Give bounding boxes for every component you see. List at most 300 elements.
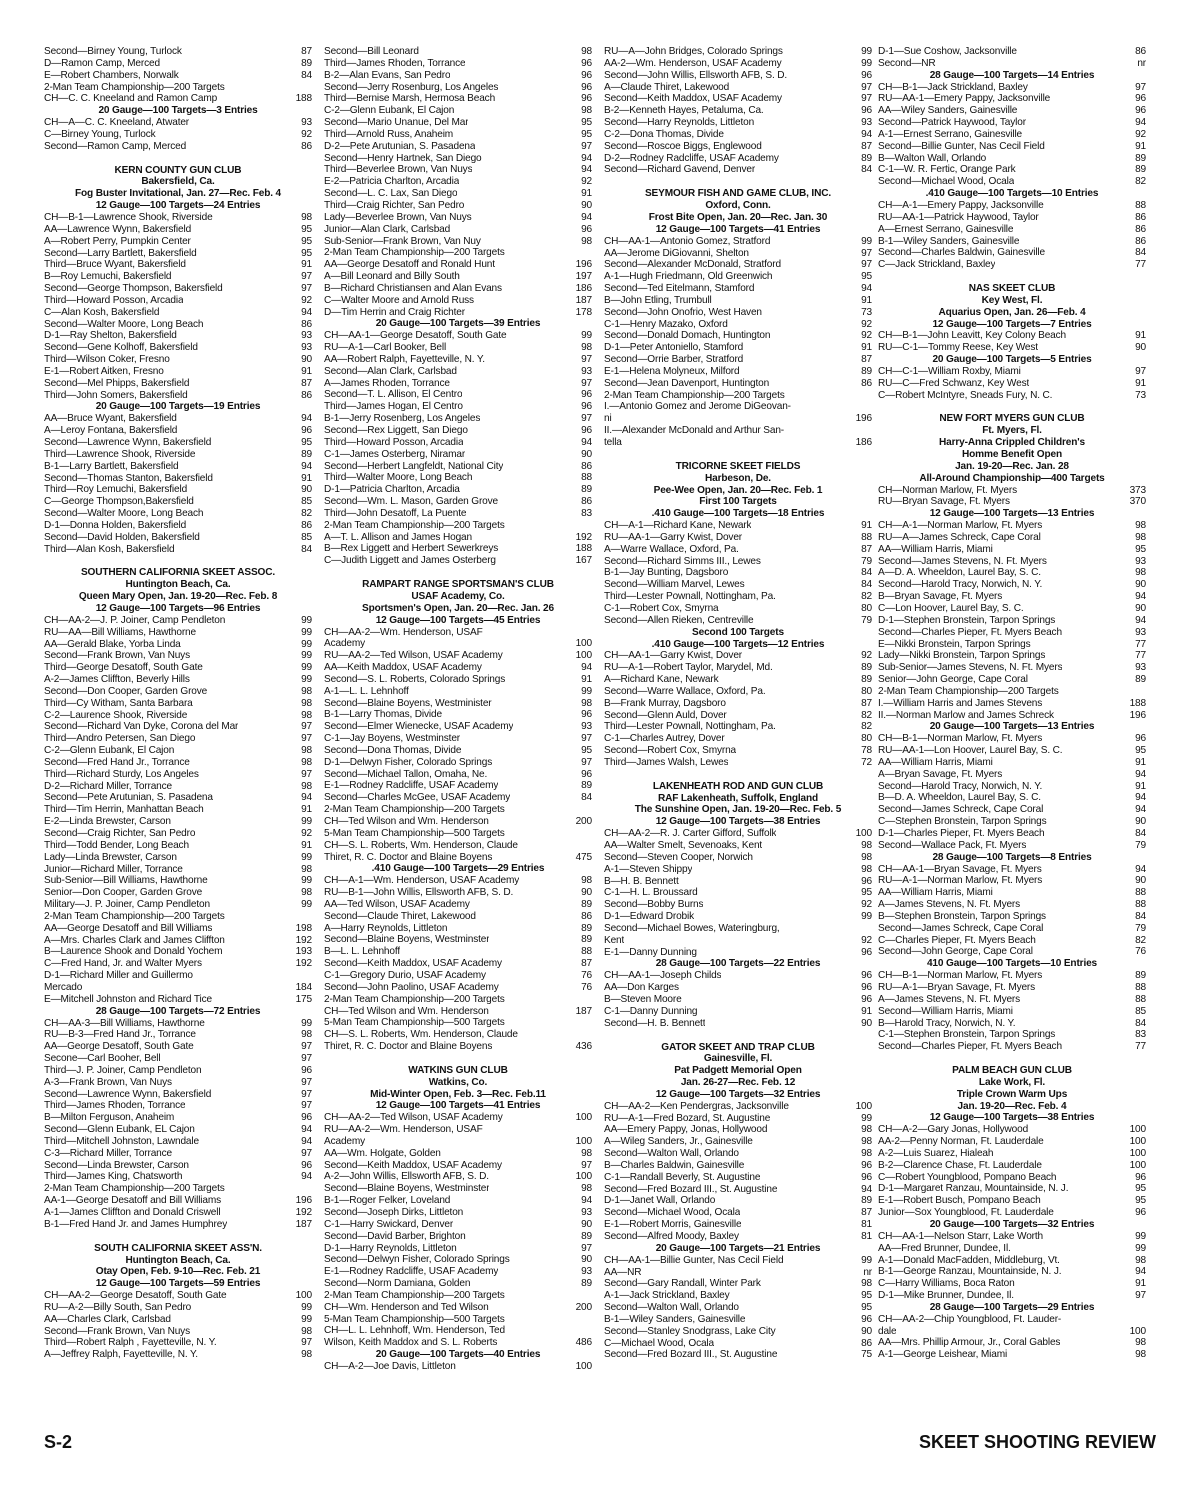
result-line	[324, 804, 592, 816]
result-score: 82	[301, 508, 312, 520]
result-score: 73	[1135, 389, 1146, 401]
section-heading: 20 Gauge—100 Targets—13 Entries	[929, 721, 1095, 733]
result-line	[878, 923, 1146, 935]
result-text: Third—Cy Witham, Santa Barbara	[44, 697, 193, 709]
result-line	[324, 1124, 592, 1136]
result-score: 93	[1135, 626, 1146, 638]
result-score: 95	[861, 1290, 872, 1302]
result-score: 100	[1129, 1147, 1146, 1159]
result-score: 99	[581, 330, 592, 342]
result-text: B-2—Clarence Chase, Ft. Lauderdale	[878, 1159, 1042, 1171]
result-line	[604, 93, 872, 105]
result-line	[324, 627, 592, 639]
result-text: C—Walter Moore and Arnold Russ	[324, 294, 474, 306]
result-score: 95	[861, 271, 872, 283]
result-line	[324, 887, 592, 899]
result-line	[44, 958, 312, 970]
result-line	[604, 117, 872, 129]
result-line	[878, 129, 1146, 141]
result-line	[324, 46, 592, 58]
result-line	[604, 1326, 872, 1338]
result-line	[324, 413, 592, 425]
result-line	[878, 710, 1146, 722]
result-score: 100	[575, 638, 592, 650]
result-line	[324, 271, 592, 283]
result-score: 86	[581, 496, 592, 508]
result-text: A-2—Luis Suarez, Hialeah	[878, 1147, 994, 1159]
result-text: E-1—Robert Morris, Gainesville	[604, 1219, 742, 1231]
result-line	[604, 852, 872, 864]
result-score: 94	[301, 460, 312, 472]
result-text: 2-Man Team Championship—200 Targets	[324, 1289, 505, 1301]
result-line	[44, 342, 312, 354]
result-line	[604, 544, 872, 556]
result-text: Second—Linda Brewster, Carson	[44, 1159, 189, 1171]
result-line	[878, 1195, 1146, 1207]
result-text: Second—L. C. Lax, San Diego	[324, 188, 458, 200]
result-text: CH—Ted Wilson and Wm. Henderson	[324, 816, 489, 827]
section-heading: Oxford, Conn.	[705, 200, 771, 212]
result-line	[878, 544, 1146, 556]
result-line	[604, 911, 872, 923]
result-line	[878, 970, 1146, 982]
result-score: 96	[1135, 733, 1146, 745]
result-line	[44, 544, 312, 556]
section-heading: The Sunshine Open, Jan. 19-20—Rec. Feb. 5	[634, 804, 842, 816]
result-text: Second—T. L. Allison, El Centro	[324, 389, 463, 401]
result-score: 96	[581, 389, 592, 401]
result-score: 192	[295, 958, 312, 970]
result-text: C-1—H. L. Broussard	[604, 887, 698, 899]
result-score: 96	[581, 709, 592, 721]
result-text: Kent	[604, 934, 625, 946]
result-score: 90	[581, 1218, 592, 1230]
result-line	[324, 1314, 592, 1326]
result-text: Sub-Senior—James Stevens, N. Ft. Myers	[878, 662, 1063, 674]
result-text: B—Richard Christiansen and Alan Evans	[324, 282, 502, 294]
section-heading: .410 Gauge—100 Targets—29 Entries	[371, 863, 545, 875]
result-text: D-1—Harry Reynolds, Littleton	[324, 1242, 457, 1254]
result-line	[44, 437, 312, 449]
result-score: 87	[301, 46, 312, 57]
result-score: 100	[1129, 1325, 1146, 1337]
result-text: CH—AA-2—George Desatoff, South Gate	[44, 1290, 227, 1302]
section-heading: Triple Crown Warm Ups	[956, 1088, 1068, 1100]
result-line	[44, 82, 312, 94]
result-line	[324, 1006, 592, 1018]
result-line	[878, 650, 1146, 662]
result-line	[44, 1148, 312, 1160]
page-number: S-2	[44, 1432, 73, 1452]
result-text: Second—Steven Cooper, Norwich	[604, 851, 753, 863]
result-text: A—James Stevens, N. Ft. Myers	[878, 993, 1021, 1005]
result-text: C-1—James Osterberg, Niramar	[324, 448, 466, 460]
result-text: Third—Tim Herrin, Manhattan Beach	[44, 804, 204, 816]
result-text: CH—C-1—William Roxby, Miami	[878, 365, 1021, 377]
result-text: CH—AA-1—Joseph Childs	[604, 970, 722, 982]
result-text: Second—Joseph Dirks, Littleton	[324, 1207, 464, 1218]
result-line	[878, 1326, 1146, 1338]
result-line	[878, 247, 1146, 259]
result-line	[878, 378, 1146, 390]
result-score: 96	[1135, 1171, 1146, 1183]
result-score: 91	[1135, 1278, 1146, 1290]
result-line	[44, 1160, 312, 1172]
result-text: Second—Alan Clark, Carlsbad	[324, 365, 457, 377]
result-text: Third—Wilson Coker, Fresno	[44, 354, 170, 366]
result-score: 98	[1135, 1349, 1146, 1361]
result-text: AA—George Desatoff and Ronald Hunt	[324, 259, 495, 271]
section-heading: Second 100 Targets	[692, 626, 784, 638]
result-score: 85	[301, 496, 312, 508]
result-text: RU—C-1—Tommy Reese, Key West	[878, 342, 1038, 354]
result-text: Second—John Willis, Ellsworth AFB, S. D.	[604, 69, 788, 81]
result-text: A—Leroy Fontana, Bakersfield	[44, 425, 178, 437]
result-score: 99	[301, 1017, 312, 1029]
result-text: D—Ramon Camp, Merced	[44, 57, 160, 69]
result-line	[604, 840, 872, 852]
result-score: 82	[861, 591, 872, 603]
result-line	[604, 271, 872, 283]
result-line	[878, 259, 1146, 271]
result-line	[44, 994, 312, 1006]
result-score: 99	[301, 614, 312, 626]
result-score: 94	[1135, 768, 1146, 780]
result-score: 94	[581, 152, 592, 164]
result-score: 90	[581, 448, 592, 460]
result-text: RU—A-1—Norman Marlow, Ft. Myers	[878, 875, 1043, 887]
result-score: 98	[301, 1029, 312, 1041]
result-line	[324, 1183, 592, 1195]
result-line	[324, 141, 592, 153]
result-line	[604, 1302, 872, 1314]
section-heading: RAMPART RANGE SPORTSMAN'S CLUB	[362, 579, 554, 591]
result-line	[324, 828, 592, 840]
result-score: 96	[1135, 1207, 1146, 1219]
result-score: 83	[1135, 1029, 1146, 1041]
result-score: 89	[581, 1230, 592, 1242]
result-score: 373	[1129, 484, 1146, 496]
result-line	[324, 1325, 592, 1337]
result-text: B-1—Wiley Sanders, Gainesville	[604, 1313, 746, 1325]
result-text: B—H. B. Bennett	[604, 875, 679, 887]
result-text: 5-Man Team Championship—500 Targets	[324, 827, 505, 839]
publication-name: SKEET SHOOTING REVIEW	[918, 1432, 1156, 1452]
result-line	[878, 911, 1146, 923]
result-line	[604, 710, 872, 722]
section-heading: .410 Gauge—100 Targets—18 Entries	[651, 508, 825, 520]
result-text: B—John Etling, Trumbull	[604, 294, 712, 306]
result-score: 98	[861, 1124, 872, 1136]
result-text: Second—Harold Tracy, Norwich, N. Y.	[878, 780, 1043, 792]
result-line	[604, 876, 872, 888]
result-score: 99	[301, 674, 312, 686]
result-score: 167	[575, 555, 592, 567]
result-line	[324, 449, 592, 461]
result-score: 91	[861, 342, 872, 354]
result-text: B—Milton Ferguson, Anaheim	[44, 1112, 175, 1124]
result-text: CH—A-1—Richard Kane, Newark	[604, 520, 752, 532]
result-text: Second—Claude Thiret, Lakewood	[324, 910, 476, 922]
result-text: B—Laurence Shook and Donald Yochem	[44, 946, 223, 958]
section-heading: 28 Gauge—100 Targets—8 Entries	[932, 851, 1092, 863]
result-line	[878, 164, 1146, 176]
result-score: 94	[581, 211, 592, 223]
result-score: 93	[1135, 662, 1146, 674]
result-score: 80	[861, 602, 872, 614]
result-line	[44, 496, 312, 508]
result-line	[878, 212, 1146, 224]
result-score: 94	[581, 436, 592, 448]
section-heading: Harbeson, De.	[705, 472, 771, 484]
result-text: B—Steven Moore	[604, 993, 682, 1005]
result-text: RU—A—John Bridges, Colorado Springs	[604, 46, 783, 57]
result-score: 96	[861, 1171, 872, 1183]
result-score: 89	[861, 662, 872, 674]
result-text: C-1—Danny Dunning	[604, 1005, 698, 1017]
result-text: CH—AA-1—Bryan Savage, Ft. Myers	[878, 863, 1042, 875]
result-line	[878, 82, 1146, 94]
section-heading: Otay Open, Feb. 9-10—Rec. Feb. 21	[95, 1266, 261, 1278]
result-score: 94	[1135, 117, 1146, 129]
result-score: 196	[295, 1195, 312, 1207]
result-score: 84	[301, 543, 312, 555]
result-line	[604, 236, 872, 248]
result-line	[44, 1349, 312, 1361]
result-text: RU—AA-2—Ted Wilson, USAF Academy	[324, 650, 503, 662]
result-text: Second—Thomas Stanton, Bakersfield	[44, 472, 213, 484]
result-score: 99	[301, 650, 312, 662]
result-line	[44, 129, 312, 141]
result-text: A—Warre Wallace, Oxford, Pa.	[604, 543, 739, 555]
result-line	[324, 401, 592, 413]
result-score: 88	[581, 472, 592, 484]
result-text: C—Judith Liggett and James Osterberg	[324, 555, 496, 567]
result-line	[324, 1337, 592, 1349]
result-text: B-2—Alan Evans, San Pedro	[324, 69, 451, 81]
result-line	[604, 1184, 872, 1196]
section-heading: Pat Padgett Memorial Open	[674, 1065, 802, 1077]
result-score: 77	[1135, 650, 1146, 662]
result-score: 86	[1135, 235, 1146, 247]
result-text: Wilson, Keith Maddox and S. L. Roberts	[324, 1337, 498, 1349]
result-score: 99	[861, 235, 872, 247]
result-line	[44, 1089, 312, 1101]
result-line	[878, 1266, 1146, 1278]
section-heading: Sportsmen's Open, Jan. 20—Rec. Jan. 26	[362, 602, 554, 614]
result-line	[878, 58, 1146, 70]
result-text: Second—James Stevens, N. Ft. Myers	[878, 555, 1047, 567]
section-spacer	[44, 153, 312, 165]
section-spacer	[878, 401, 1146, 413]
result-score: 99	[861, 57, 872, 69]
result-text: D-1—Janet Wall, Orlando	[604, 1195, 716, 1207]
result-score: 98	[1135, 531, 1146, 543]
result-text: C-2—Glenn Eubank, El Cajon	[44, 745, 175, 757]
result-text: Second—John Onofrio, West Haven	[604, 306, 762, 318]
result-text: D-1—Margaret Ranzau, Mountainside, N. J.	[878, 1183, 1069, 1195]
result-line	[604, 58, 872, 70]
result-line	[878, 556, 1146, 568]
result-score: 77	[1135, 638, 1146, 650]
section-heading: 12 Gauge—100 Targets—32 Entries	[655, 1088, 821, 1100]
result-line	[604, 366, 872, 378]
result-text: Second—Harold Tracy, Norwich, N. Y.	[878, 579, 1043, 591]
result-text: D-1—Peter Antoniello, Stamford	[604, 342, 744, 354]
result-score: 97	[581, 1159, 592, 1171]
result-line	[324, 1160, 592, 1172]
result-score: 89	[581, 1278, 592, 1290]
result-text: B-2—Kenneth Hayes, Petaluma, Ca.	[604, 105, 764, 117]
result-line	[44, 828, 312, 840]
result-score: 86	[1135, 211, 1146, 223]
result-score: 97	[301, 1053, 312, 1065]
result-line	[44, 674, 312, 686]
section-spacer	[878, 1053, 1146, 1065]
result-text: A—Wileg Sanders, Jr., Gainesville	[604, 1136, 753, 1148]
result-line	[44, 70, 312, 82]
result-score: 88	[1135, 993, 1146, 1005]
result-text: E-1—Helena Molyneux, Milford	[604, 365, 740, 377]
result-score: 98	[301, 685, 312, 697]
result-text: Second—Frank Brown, Van Nuys	[44, 1325, 190, 1337]
result-line	[878, 93, 1146, 105]
result-text: B-1—Wiley Sanders, Gainesville	[878, 235, 1020, 247]
result-score: 93	[581, 1266, 592, 1278]
result-line	[324, 543, 592, 555]
result-text: Second—Alfred Moody, Baxley	[604, 1231, 739, 1242]
result-score: 89	[1135, 152, 1146, 164]
result-score: 99	[1135, 1242, 1146, 1254]
result-text: Second—Michael Wood, Ocala	[604, 1207, 741, 1219]
result-line	[324, 153, 592, 165]
result-line	[324, 982, 592, 994]
result-text: RU—A-1—Robert Taylor, Marydel, Md.	[604, 662, 773, 674]
result-text: D-1—Charles Pieper, Ft. Myers Beach	[878, 828, 1045, 839]
result-text: Second—Keith Maddox, USAF Academy	[324, 958, 502, 970]
result-line	[878, 141, 1146, 153]
result-score: 95	[1135, 1195, 1146, 1207]
result-score: 98	[861, 1136, 872, 1148]
result-text: Thiret, R. C. Doctor and Blaine Boyens	[324, 851, 493, 863]
result-line	[604, 425, 872, 437]
result-line	[324, 164, 592, 176]
results-column-2	[324, 46, 592, 1416]
result-line	[44, 449, 312, 461]
result-text: Second—Mario Unanue, Del Mar	[324, 117, 469, 129]
result-text: I.—William Harris and James Stevens	[878, 697, 1043, 709]
result-text: CH—AA-2—J. P. Joiner, Camp Pendleton	[44, 614, 226, 626]
section-heading: First 100 Targets	[699, 496, 777, 508]
result-line	[324, 330, 592, 342]
result-text: C—Charles Pieper, Ft. Myers Beach	[878, 934, 1036, 946]
result-line	[44, 710, 312, 722]
result-line	[878, 153, 1146, 165]
result-text: C-1—Henry Mazako, Oxford	[604, 318, 728, 330]
section-heading: PALM BEACH GUN CLUB	[952, 1065, 1072, 1077]
result-text: Second—Wallace Pack, Ft. Myers	[878, 839, 1027, 851]
result-text: CH—B-1—Norman Marlow, Ft. Myers	[878, 733, 1043, 745]
result-score: 95	[581, 744, 592, 756]
result-score: 98	[581, 875, 592, 887]
result-score: 486	[575, 1337, 592, 1349]
result-score: 89	[581, 934, 592, 946]
result-score: 85	[1135, 1005, 1146, 1017]
result-text: Third—Lester Pownall, Nottingham, Pa.	[604, 721, 776, 733]
section-spacer	[324, 567, 592, 579]
result-line	[878, 105, 1146, 117]
result-score: 94	[861, 1183, 872, 1195]
result-line	[44, 1041, 312, 1053]
result-score: 84	[1135, 828, 1146, 839]
result-score: 86	[301, 318, 312, 330]
result-text: A-2—John Willis, Ellsworth AFB, S. D.	[324, 1171, 489, 1183]
result-line	[324, 259, 592, 271]
result-score: 91	[1135, 756, 1146, 768]
result-text: D-1—Ray Shelton, Bakersfield	[44, 330, 177, 342]
result-score: 370	[1129, 496, 1146, 508]
result-text: B-1—Jerry Rosenberg, Los Angeles	[324, 413, 481, 425]
result-line	[878, 485, 1146, 497]
result-text: B—Bryan Savage, Ft. Myers	[878, 591, 1003, 603]
result-line	[44, 1018, 312, 1030]
result-line	[878, 804, 1146, 816]
result-text: Second—Bill Leonard	[324, 46, 419, 57]
result-text: E-2—Patricia Charlton, Arcadia	[324, 176, 460, 188]
result-score: 97	[581, 377, 592, 389]
result-text: C—Jack Strickland, Baxley	[878, 259, 996, 271]
result-line	[324, 82, 592, 94]
result-line	[44, 1100, 312, 1112]
result-line	[878, 662, 1146, 674]
result-text: AA—William Harris, Miami	[878, 543, 993, 555]
result-text: AA—Mrs. Phillip Armour, Jr., Coral Gables	[878, 1337, 1061, 1349]
result-score: 86	[861, 377, 872, 389]
result-score: 96	[301, 1064, 312, 1076]
result-score: 91	[1135, 780, 1146, 792]
result-text: CH—AA-1—Nelson Starr, Lake Worth	[878, 1230, 1043, 1242]
result-line	[604, 721, 872, 733]
section-heading: NAS SKEET CLUB	[968, 283, 1056, 295]
result-score: 95	[301, 223, 312, 235]
result-text: A-1—George Leishear, Miami	[878, 1349, 1008, 1361]
result-line	[878, 591, 1146, 603]
section-heading: GATOR SKEET AND TRAP CLUB	[661, 1041, 815, 1053]
result-text: Second—Warre Wallace, Oxford, Pa.	[604, 685, 766, 697]
result-score: 95	[301, 235, 312, 247]
result-score: 187	[575, 294, 592, 306]
result-line	[324, 650, 592, 662]
result-line	[324, 769, 592, 781]
result-score: 89	[581, 484, 592, 496]
result-score: 97	[581, 353, 592, 365]
result-line	[324, 816, 592, 828]
result-line	[324, 946, 592, 958]
result-score: 178	[575, 306, 592, 318]
result-text: Third—Craig Richter, San Pedro	[324, 199, 465, 211]
result-line	[324, 899, 592, 911]
result-text: 2-Man Team Championship—200 Targets	[44, 1183, 225, 1195]
result-score: 90	[1135, 342, 1146, 354]
section-heading: 20 Gauge—100 Targets—19 Entries	[95, 401, 261, 413]
result-line	[324, 970, 592, 982]
result-line	[324, 958, 592, 970]
result-score: 91	[1135, 330, 1146, 342]
result-text: Third—Arnold Russ, Anaheim	[324, 128, 454, 140]
result-text: RU—A-1—Bryan Savage, Ft. Myers	[878, 981, 1036, 993]
result-score: 88	[1135, 899, 1146, 911]
result-line	[604, 947, 872, 959]
